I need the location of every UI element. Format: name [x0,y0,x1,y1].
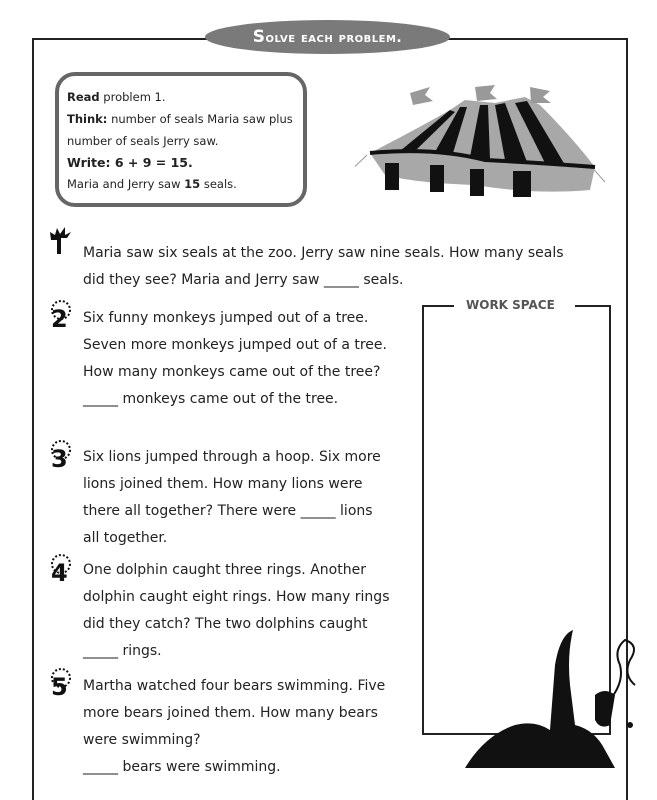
problem-1-line: did they see? Maria and Jerry saw _____ seals. [83,272,404,288]
circus-tent-illustration [355,85,605,205]
answer-pre: Maria and Jerry saw [67,177,185,191]
seal-juggling-illustration [455,625,655,768]
banner-initial: S [252,27,266,47]
read-text: problem 1. [99,90,166,104]
svg-text:5: 5 [51,673,68,696]
problem-number-2-icon [47,300,73,328]
read-label: Read [67,90,100,104]
svg-text:4: 4 [51,559,68,582]
problem-3-line: Six lions jumped through a hoop. Six more [83,449,381,465]
problem-number-1-icon [47,226,73,254]
problem-2-line: Six funny monkeys jumped out of a tree. [83,310,369,326]
problem-5-line: were swimming? [83,732,201,748]
answer-number: 15 [184,177,201,191]
example-box [55,72,307,207]
think-text: number of seals Maria saw plus [107,112,293,126]
instructions-banner [205,20,450,54]
svg-text:2: 2 [51,305,68,328]
problem-number-5-icon [47,668,73,696]
problem-3-line: there all together? There were _____ lions [83,503,373,519]
problem-2-line: How many monkeys came out of the tree? [83,364,381,380]
write-label: Write: 6 + 9 = 15. [67,155,193,170]
work-space-top-right-border [575,305,609,307]
problem-2-line: _____ monkeys came out of the tree. [83,391,339,407]
banner-title: olve each problem. [265,30,403,46]
think-text-2: number of seals Jerry saw. [67,134,219,148]
problem-5-line: more bears joined them. How many bears [83,705,378,721]
problem-5-line: Martha watched four bears swimming. Five [83,678,386,694]
answer-post: seals. [200,177,237,191]
problem-number-3-icon [47,440,73,468]
work-space-label: WORK SPACE [466,298,555,312]
problem-4-line: dolphin caught eight rings. How many rings [83,589,390,605]
problem-number-4-icon [47,554,73,582]
problem-1-line: Maria saw six seals at the zoo. Jerry saw nine seals. How many seals [83,245,564,261]
work-space-top-left-border [422,305,454,307]
problem-3-line: all together. [83,530,168,546]
think-label: Think: [67,112,108,126]
problem-4-line: did they catch? The two dolphins caught [83,616,368,632]
problem-4-line: _____ rings. [83,643,162,659]
problem-4-line: One dolphin caught three rings. Another [83,562,366,578]
problem-3-line: lions joined them. How many lions were [83,476,363,492]
svg-text:3: 3 [51,445,68,468]
problem-5-line: _____ bears were swimming. [83,759,281,775]
problem-2-line: Seven more monkeys jumped out of a tree. [83,337,387,353]
